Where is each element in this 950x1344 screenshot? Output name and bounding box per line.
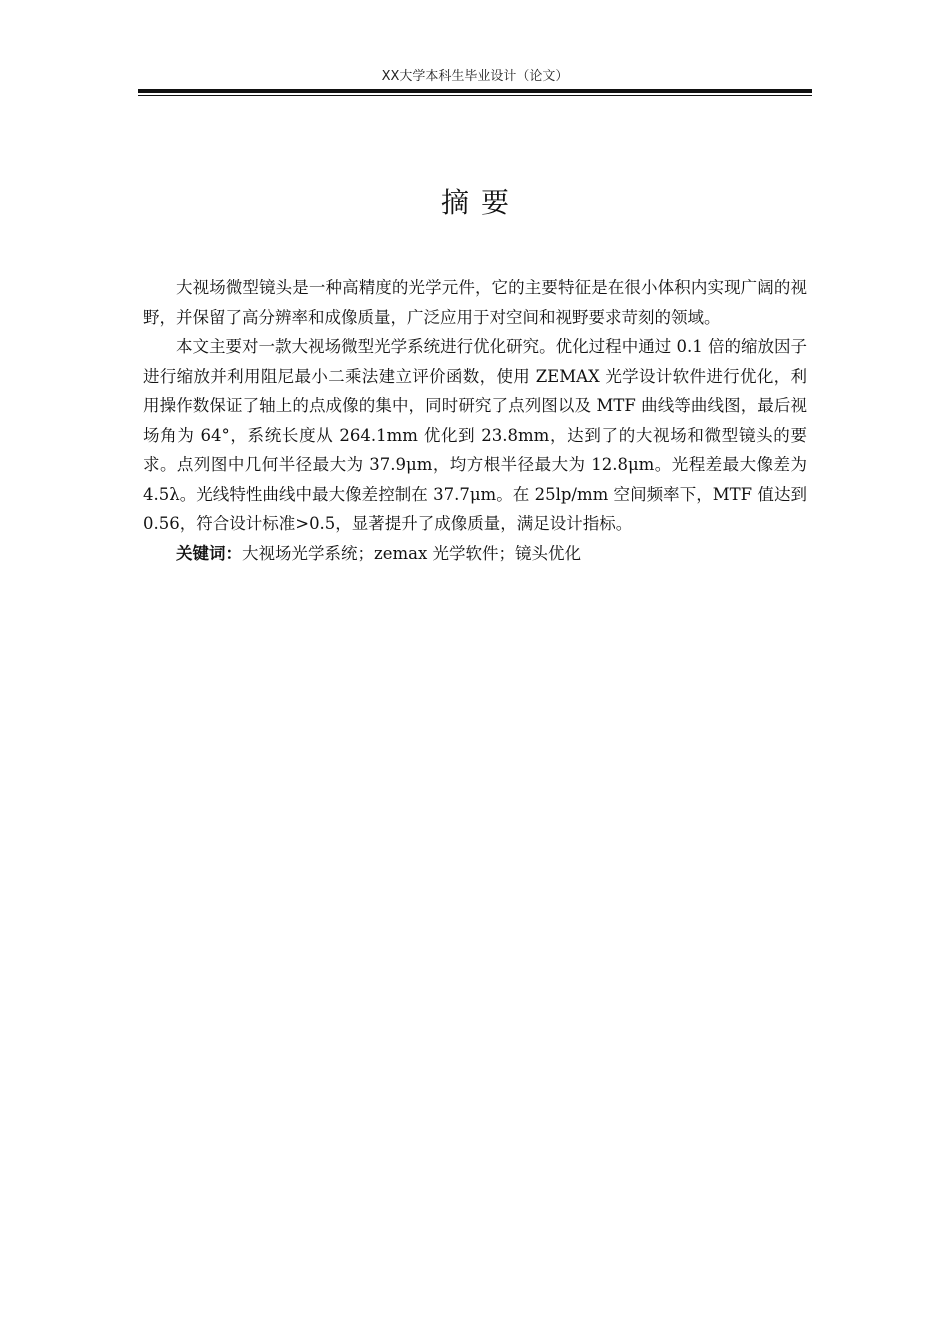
keywords-text: 大视场光学系统；zemax 光学软件；镜头优化 (242, 543, 581, 563)
keywords-label: 关键词： (176, 543, 242, 563)
header-rule-thin (138, 95, 812, 96)
abstract-body (143, 273, 807, 568)
running-header: XX大学本科生毕业设计（论文） (381, 69, 569, 84)
abstract-paragraph-1: 大视场微型镜头是一种高精度的光学元件，它的主要特征是在很小体积内实现广阔的视野，并保留了高分辨率和成像质量，广泛应用于对空间和视野要求苛刻的领域。 (143, 278, 807, 327)
abstract-title: 摘要 (440, 186, 521, 219)
keywords-line (143, 539, 807, 569)
abstract-paragraph-2: 本文主要对一款大视场微型光学系统进行优化研究。优化过程中通过 0.1 倍的缩放因子进行缩放并利用阻尼最小二乘法建立评价函数，使用 ZEMAX 光学设计软件进行优化，利用操作数保证了轴上的点成像的集中，同时研究了点列图以及 MTF 曲线等曲线图，最后视场角为 64°，系统长度从 264.1mm 优化到 23.8mm，达到了的大视场和微型镜头的要求。点列图中几何半径最大为 37.9μm，均方根半径最大为 12.8μm。光程差最大像差为 4.5λ。光线特性曲线中最大像差控制在 37.7μm。在 25lp/mm 空间频率下，MTF 值达到 0.56，符合设计标准>0.5，显著提升了成像质量，满足设计指标。 (143, 337, 807, 533)
header-rule-thick (138, 89, 812, 93)
